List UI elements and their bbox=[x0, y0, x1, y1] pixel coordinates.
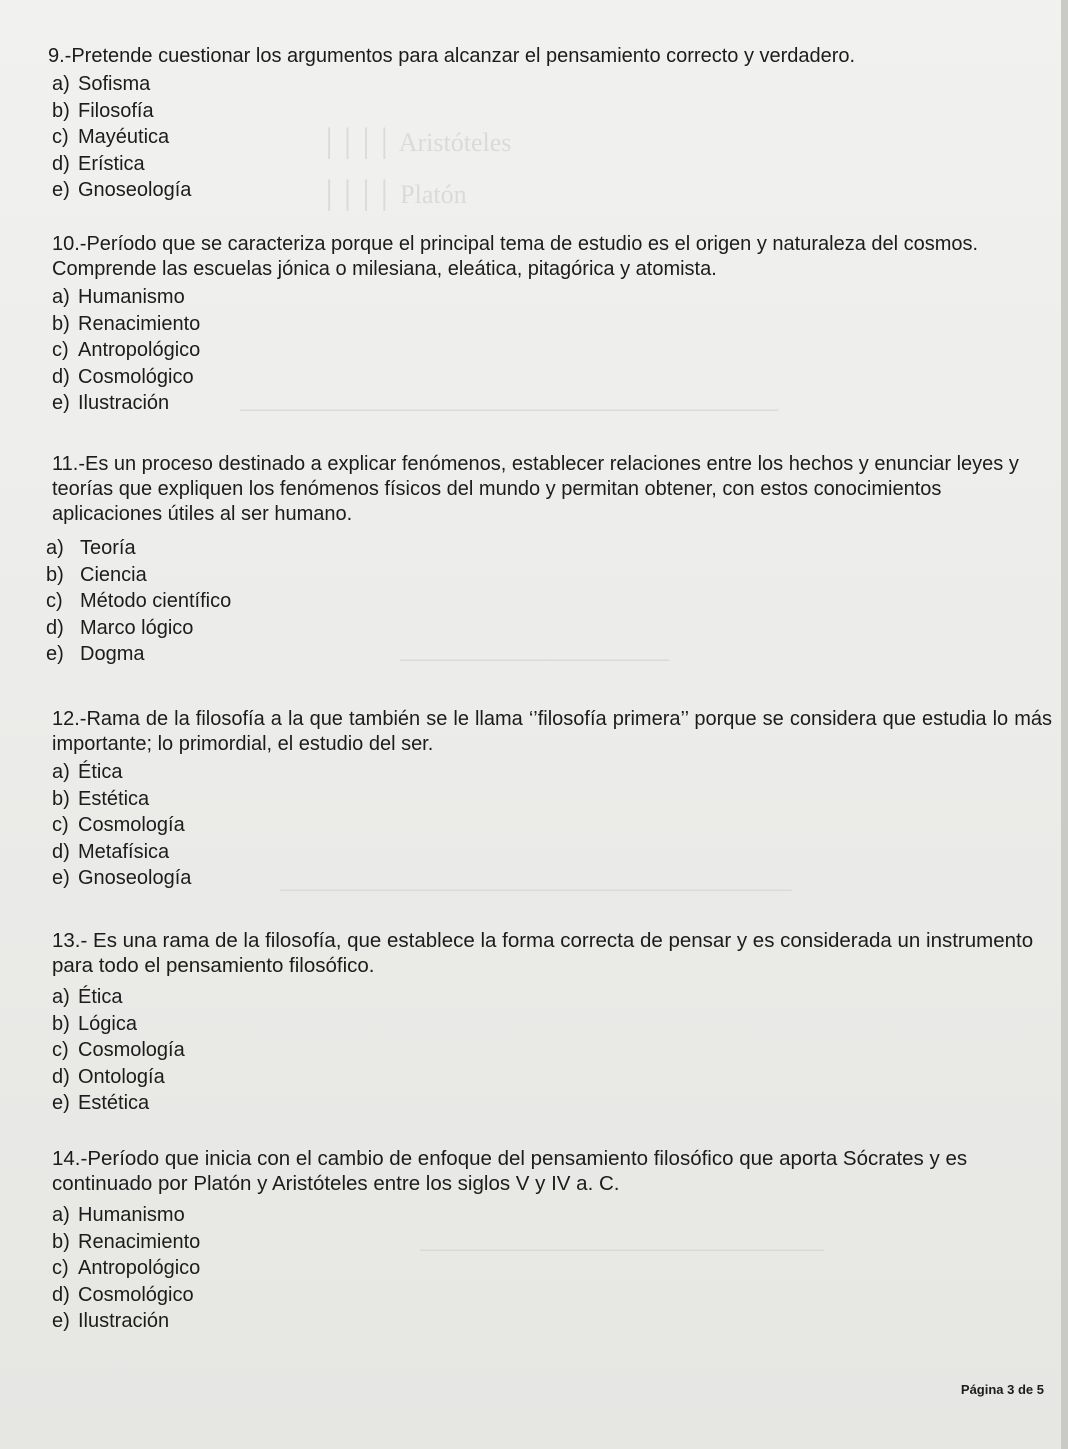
option-b[interactable] bbox=[52, 786, 1052, 813]
option-letter: e) bbox=[52, 1092, 70, 1114]
option-a[interactable] bbox=[46, 535, 1052, 562]
option-letter: b) bbox=[52, 787, 70, 810]
options-list bbox=[46, 535, 1052, 668]
option-label: Renacimiento bbox=[78, 312, 201, 335]
bleed-through: ────────────────────────────────────── bbox=[280, 880, 792, 901]
option-letter: c) bbox=[52, 1039, 69, 1061]
option-letter: d) bbox=[46, 616, 64, 639]
option-e[interactable] bbox=[46, 641, 1052, 668]
option-label: Sofisma bbox=[78, 73, 151, 95]
option-d[interactable] bbox=[52, 1064, 1052, 1091]
option-letter: a) bbox=[52, 761, 70, 783]
option-label: Filosofía bbox=[78, 99, 154, 122]
page-edge bbox=[1061, 0, 1068, 1449]
option-letter: c) bbox=[52, 126, 69, 148]
option-b[interactable] bbox=[46, 562, 1052, 589]
option-letter: e) bbox=[52, 867, 70, 889]
question-text: 9.-Pretende cuestionar los argumentos para alcanzar el pensamiento correcto y verdadero. bbox=[48, 45, 856, 67]
option-e[interactable] bbox=[52, 390, 1052, 417]
option-label: Ética bbox=[78, 986, 123, 1008]
option-label: Marco lógico bbox=[80, 616, 194, 639]
option-e[interactable] bbox=[52, 865, 1052, 892]
option-c[interactable] bbox=[52, 337, 1052, 364]
option-c[interactable] bbox=[52, 124, 1052, 151]
option-c[interactable] bbox=[52, 812, 1052, 839]
option-b[interactable] bbox=[52, 311, 1052, 338]
option-letter: a) bbox=[52, 286, 70, 308]
option-letter: b) bbox=[52, 312, 70, 335]
option-letter: e) bbox=[52, 392, 70, 414]
bleed-through: ──────────────────────────────────────── bbox=[240, 400, 779, 421]
question-text: 12.-Rama de la filosofía a la que también se le llama ‘’filosofía primera’’ porque se considera que estudia lo más importante; lo primordial, el estudio del ser. bbox=[52, 708, 1052, 755]
options-list bbox=[52, 984, 1052, 1117]
option-label: Método científico bbox=[80, 590, 232, 612]
bleed-through: ──────────────────── bbox=[400, 650, 670, 671]
option-letter: e) bbox=[52, 179, 70, 201]
option-label: Ontología bbox=[78, 1065, 165, 1088]
option-b[interactable] bbox=[52, 98, 1052, 125]
option-label: Dogma bbox=[80, 643, 145, 665]
option-letter: b) bbox=[52, 1012, 70, 1035]
question-text: 13.- Es una rama de la filosofía, que establece la forma correcta de pensar y es considerada un instrumento para todo el pensamiento filosófico. bbox=[52, 929, 1034, 977]
option-letter: a) bbox=[52, 1204, 70, 1226]
bleed-through: ││││ Aristóteles bbox=[320, 128, 512, 157]
option-letter: a) bbox=[46, 537, 64, 559]
option-letter: e) bbox=[52, 1310, 70, 1332]
bleed-through: ────────────────────────────── bbox=[420, 1240, 824, 1261]
option-letter: d) bbox=[52, 365, 70, 388]
option-d[interactable] bbox=[52, 1282, 1052, 1309]
option-label: Gnoseología bbox=[78, 179, 192, 201]
option-letter: b) bbox=[46, 563, 64, 586]
option-label: Cosmológico bbox=[78, 365, 194, 388]
question-11 bbox=[46, 452, 1052, 668]
option-label: Estética bbox=[78, 787, 150, 810]
option-label: Lógica bbox=[78, 1012, 137, 1035]
option-a[interactable] bbox=[52, 984, 1052, 1011]
option-c[interactable] bbox=[46, 588, 1052, 615]
option-letter: d) bbox=[52, 1283, 70, 1306]
option-a[interactable] bbox=[52, 284, 1052, 311]
option-letter: d) bbox=[52, 1065, 70, 1088]
option-d[interactable] bbox=[52, 364, 1052, 391]
option-letter: d) bbox=[52, 152, 70, 175]
option-letter: b) bbox=[52, 99, 70, 122]
option-d[interactable] bbox=[46, 615, 1052, 642]
option-c[interactable] bbox=[52, 1037, 1052, 1064]
option-label: Antropológico bbox=[78, 1257, 201, 1279]
option-letter: c) bbox=[52, 339, 69, 361]
option-label: Cosmología bbox=[78, 814, 185, 836]
option-label: Renacimiento bbox=[78, 1230, 201, 1253]
page-number: Página 3 de 5 bbox=[960, 1382, 1044, 1397]
question-text: 14.-Período que inicia con el cambio de enfoque del pensamiento filosófico que aporta Sócrates y es continuado por Platón y Aristóteles entre los siglos V y IV a. C. bbox=[52, 1147, 968, 1195]
question-10 bbox=[52, 232, 1052, 417]
option-e[interactable] bbox=[52, 1308, 1052, 1335]
option-label: Cosmología bbox=[78, 1039, 185, 1061]
option-letter: d) bbox=[52, 840, 70, 863]
option-label: Estética bbox=[78, 1092, 150, 1114]
option-c[interactable] bbox=[52, 1255, 1052, 1282]
option-b[interactable] bbox=[52, 1011, 1052, 1038]
option-letter: c) bbox=[52, 814, 69, 836]
options-list bbox=[52, 1202, 1052, 1335]
option-e[interactable] bbox=[52, 177, 1052, 204]
option-label: Ilustración bbox=[78, 1310, 170, 1332]
option-a[interactable] bbox=[52, 1202, 1052, 1229]
option-label: Ilustración bbox=[78, 392, 170, 414]
option-label: Metafísica bbox=[78, 840, 170, 863]
option-letter: c) bbox=[52, 1257, 69, 1279]
option-label: Ciencia bbox=[80, 563, 147, 586]
option-label: Gnoseología bbox=[78, 867, 192, 889]
option-letter: e) bbox=[46, 643, 64, 665]
option-letter: a) bbox=[52, 73, 70, 95]
option-label: Cosmológico bbox=[78, 1283, 194, 1306]
question-13 bbox=[52, 928, 1052, 1117]
option-b[interactable] bbox=[52, 1229, 1052, 1256]
question-14 bbox=[52, 1146, 1052, 1335]
option-d[interactable] bbox=[52, 839, 1052, 866]
option-a[interactable] bbox=[52, 759, 1052, 786]
option-letter: b) bbox=[52, 1230, 70, 1253]
question-text: 10.-Período que se caracteriza porque el principal tema de estudio es el origen y naturaleza del cosmos. Comprende las escuelas jónica o milesiana, eleática, pitagórica y atomista. bbox=[52, 233, 979, 280]
bleed-through: ││││ Platón bbox=[320, 180, 467, 209]
option-label: Mayéutica bbox=[78, 126, 170, 148]
option-label: Teoría bbox=[80, 537, 136, 559]
option-label: Ética bbox=[78, 761, 123, 783]
options-list bbox=[52, 71, 1052, 204]
option-e[interactable] bbox=[52, 1090, 1052, 1117]
question-12 bbox=[52, 707, 1052, 892]
options-list bbox=[52, 284, 1052, 417]
question-9 bbox=[48, 44, 1052, 204]
option-label: Erística bbox=[78, 152, 145, 175]
options-list bbox=[52, 759, 1052, 892]
option-d[interactable] bbox=[52, 151, 1052, 178]
option-a[interactable] bbox=[52, 71, 1052, 98]
option-label: Antropológico bbox=[78, 339, 201, 361]
option-letter: a) bbox=[52, 986, 70, 1008]
option-label: Humanismo bbox=[78, 286, 185, 308]
question-text: 11.-Es un proceso destinado a explicar fenómenos, establecer relaciones entre los hechos y enunciar leyes y teorías que expliquen los fenómenos físicos del mundo y permitan obtener, con estos conocimientos aplicaciones útiles al ser humano. bbox=[52, 453, 1019, 525]
option-letter: c) bbox=[46, 590, 63, 612]
option-label: Humanismo bbox=[78, 1204, 185, 1226]
